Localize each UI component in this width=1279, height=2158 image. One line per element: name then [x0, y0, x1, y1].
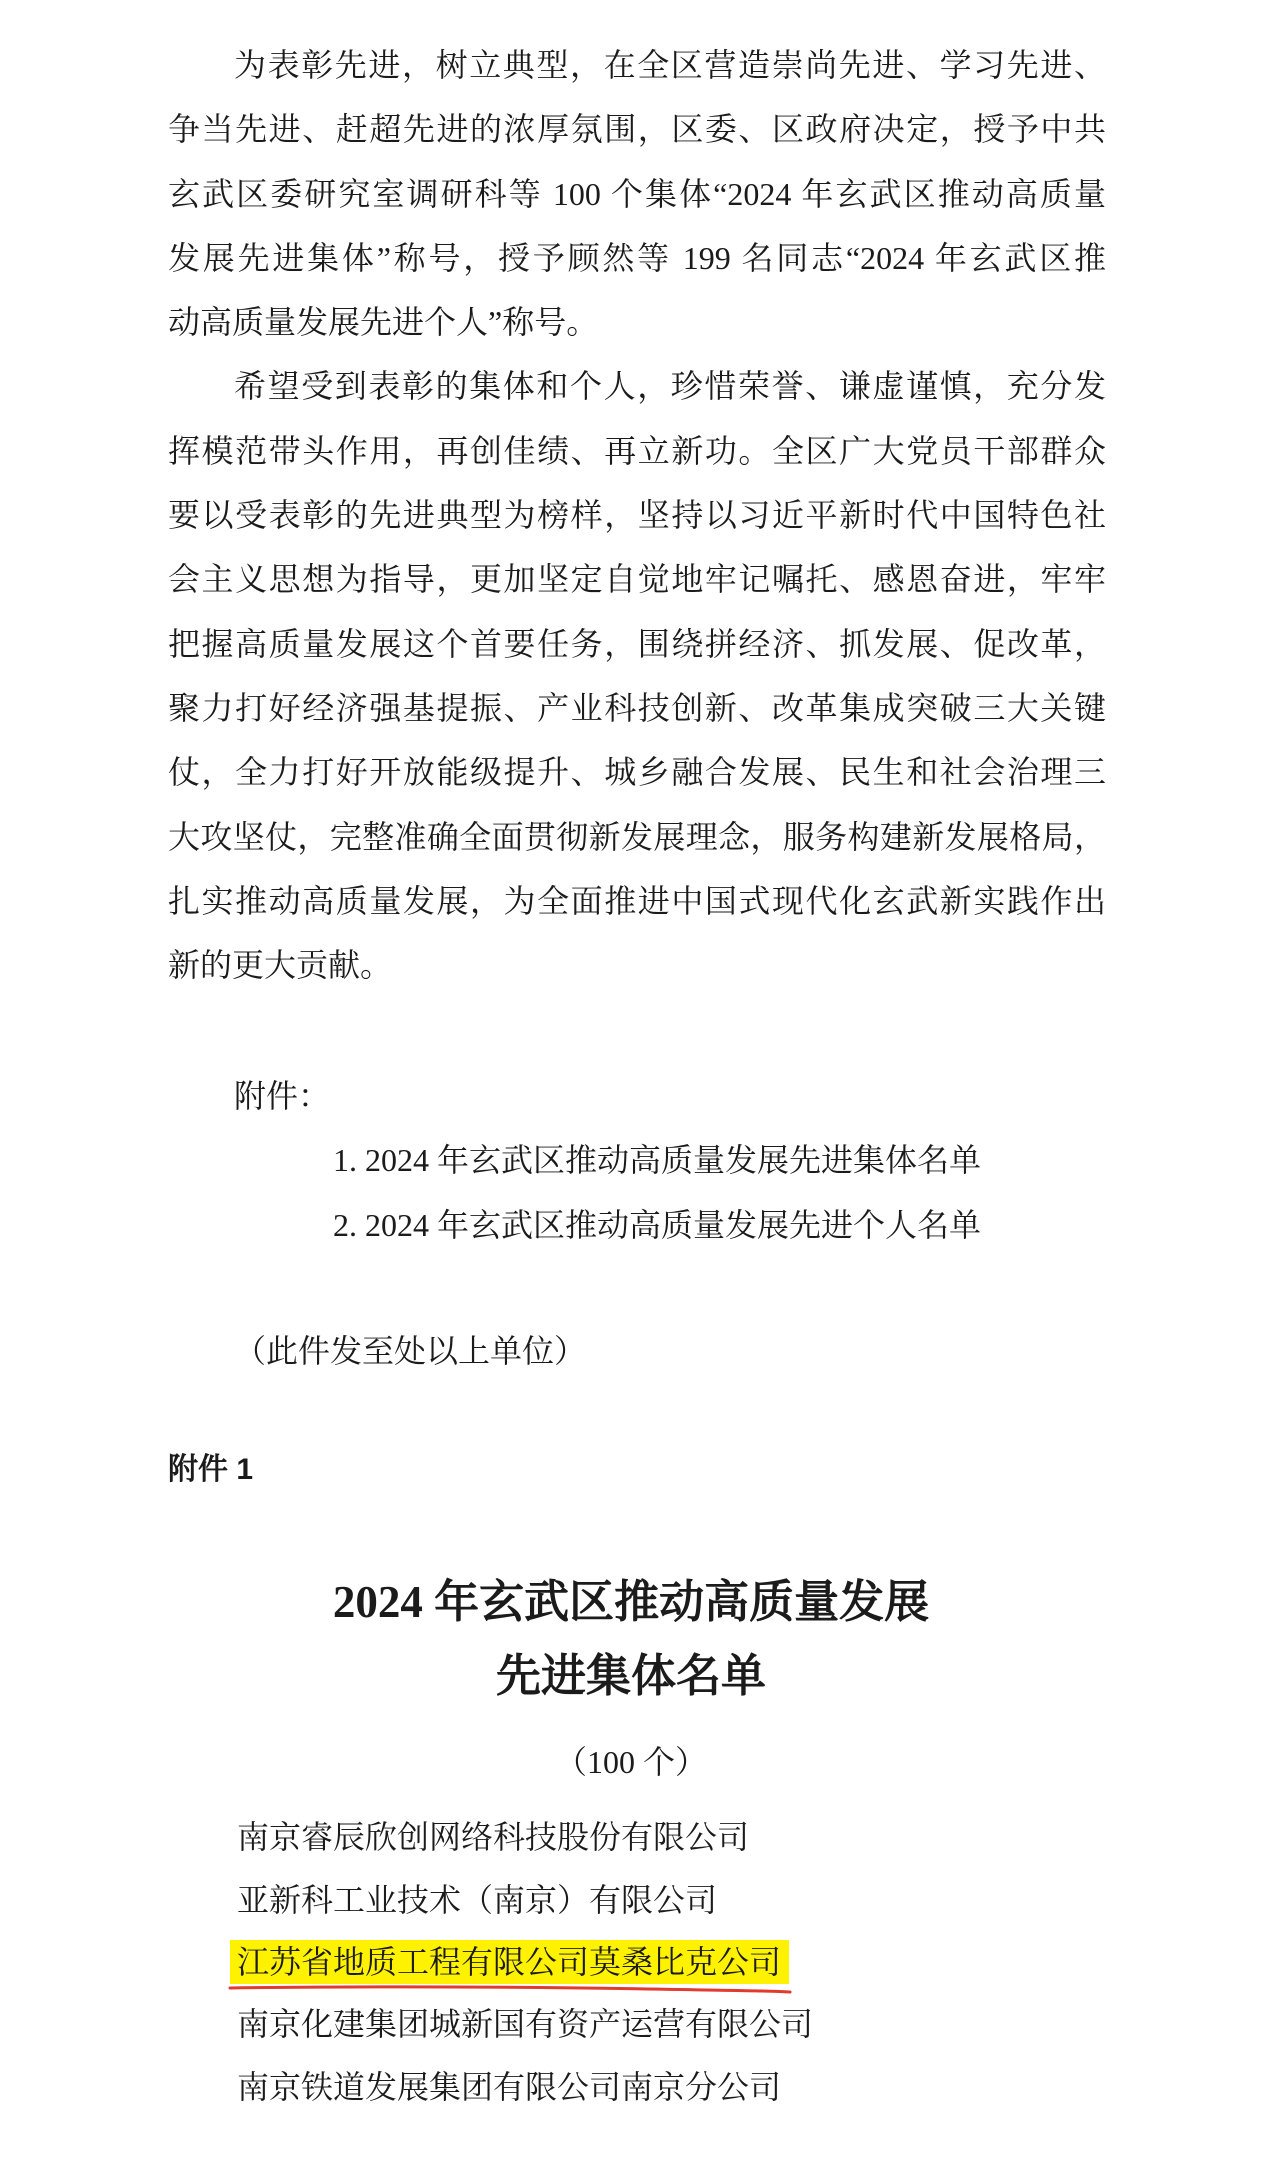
- body-line: 扎实推动高质量发展，为全面推进中国式现代化玄武新实践作出: [168, 882, 1106, 919]
- body-line: 争当先进、赶超先进的浓厚氛围，区委、区政府决定，授予中共: [168, 111, 1106, 148]
- body-line: 玄武区委研究室调研科等 100 个集体“2024 年玄武区推动高质量: [168, 175, 1106, 212]
- body-line: 动高质量发展先进个人”称号。: [168, 304, 599, 341]
- unit-list-item: 南京化建集团城新国有资产运营有限公司: [237, 2006, 814, 2042]
- annex-title-line: 先进集体名单: [495, 1651, 766, 1701]
- paragraph-commendation: [168, 33, 1106, 354]
- body-text: [168, 33, 1106, 997]
- body-line: 聚力打好经济强基提振、产业科技创新、改革集成突破三大关键: [168, 689, 1106, 726]
- body-line: 把握高质量发展这个首要任务，围绕拼经济、抓发展、促改革，: [168, 625, 1106, 662]
- unit-list-item: 亚新科工业技术（南京）有限公司: [237, 1882, 718, 1918]
- attachment-item: 1. 2024 年玄武区推动高质量发展先进集体名单: [333, 1142, 982, 1178]
- body-line: 大攻坚仗，完整准确全面贯彻新发展理念，服务构建新发展格局，: [168, 818, 1106, 855]
- unit-list-item: 南京睿辰欣创网络科技股份有限公司: [237, 1819, 750, 1855]
- body-line: 新的更大贡献。: [168, 947, 393, 984]
- paragraph-expectation: [168, 354, 1106, 997]
- attachments-label: 附件：: [234, 1078, 331, 1114]
- annex-label: 附件 1: [168, 1453, 254, 1486]
- body-line: 发展先进集体”称号，授予顾然等 199 名同志“2024 年玄武区推: [168, 239, 1106, 276]
- body-line: 希望受到表彰的集体和个人，珍惜荣誉、谦虚谨慎，充分发: [234, 368, 1106, 405]
- body-line: 会主义思想为指导，更加坚定自觉地牢记嘱托、感恩奋进，牢牢: [168, 561, 1106, 598]
- unit-list-item: 南京铁道发展集团有限公司南京分公司: [237, 2069, 782, 2105]
- attachment-item: 2. 2024 年玄武区推动高质量发展先进个人名单: [333, 1207, 982, 1243]
- body-line: 仗，全力打好开放能级提升、城乡融合发展、民生和社会治理三: [168, 754, 1106, 791]
- body-line: 挥模范带头作用，再创佳绩、再立新功。全区广大党员干部群众: [168, 432, 1106, 469]
- annex-title-line: 2024 年玄武区推动高质量发展: [332, 1577, 930, 1627]
- red-underline-stroke: [230, 1987, 790, 1992]
- highlight-mark: 江苏省地质工程有限公司莫桑比克公司: [230, 1940, 789, 1984]
- distribution-note: （此件发至处以上单位）: [234, 1333, 587, 1369]
- body-line: 要以受表彰的先进典型为榜样，坚持以习近平新时代中国特色社: [168, 497, 1106, 534]
- annex-count: （100 个）: [554, 1744, 707, 1780]
- body-line: 为表彰先进，树立典型，在全区营造崇尚先进、学习先进、: [234, 47, 1106, 83]
